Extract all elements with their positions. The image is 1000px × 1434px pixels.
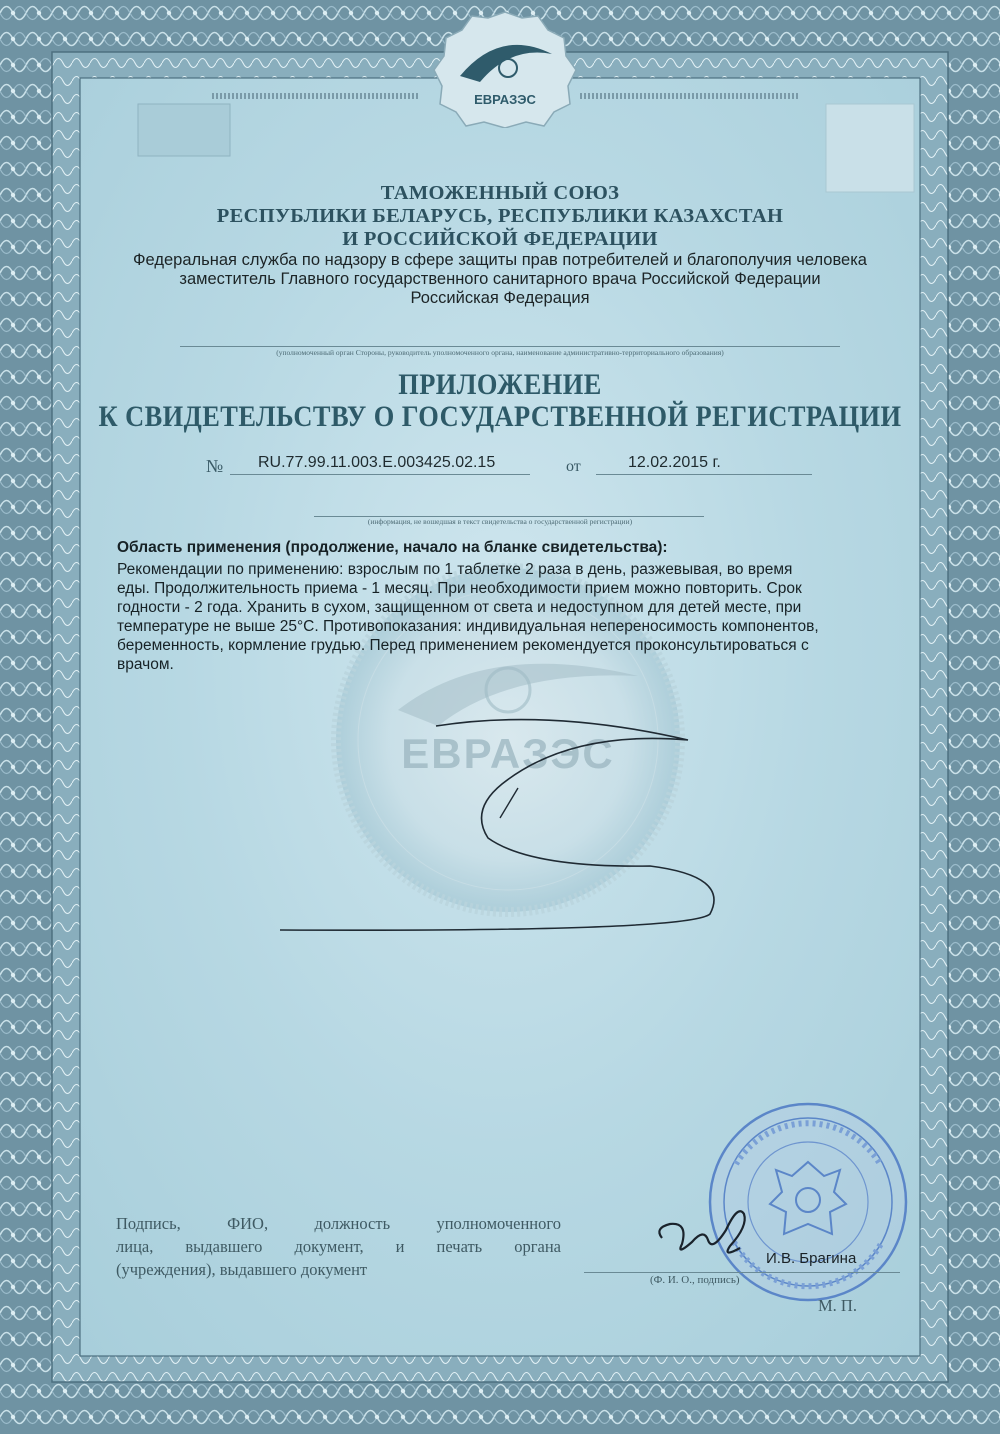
- signer-underline: [584, 1272, 900, 1273]
- date-underline: [596, 474, 812, 475]
- body-line3: годности - 2 года. Хранить в сухом, защищенном от света и недоступном для детей месте, при: [117, 599, 802, 616]
- body-line5: беременность, кормление грудью. Перед применением рекомендуется проконсультироваться с: [117, 637, 809, 654]
- authority-line3: Российская Федерация: [410, 289, 590, 307]
- registration-date: 12.02.2015 г.: [628, 454, 721, 471]
- emblem-text: ЕВРАЗЭС: [474, 92, 536, 107]
- emblem-icon: [430, 8, 580, 128]
- authority-underline: [180, 346, 840, 347]
- appendix-subtitle: К СВИДЕТЕЛЬСТВУ О ГОСУДАРСТВЕННОЙ РЕГИСТРАЦИИ: [98, 400, 902, 433]
- body-line1: Рекомендации по применению: взрослым по 1 таблетке 2 раза в день, разжевывая, во время: [117, 561, 793, 578]
- signer-caption: (Ф. И. О., подпись): [650, 1274, 740, 1286]
- authority-line2: заместитель Главного государственного санитарного врача Российской Федерации: [179, 270, 821, 288]
- date-label: от: [566, 458, 581, 475]
- application-heading: [117, 539, 899, 558]
- authority-line1: Федеральная служба по надзору в сфере защиты прав потребителей и благополучия человека: [133, 251, 867, 269]
- signature-label-line1: Подпись, ФИО, должность уполномоченного: [116, 1214, 561, 1233]
- registration-number: RU.77.99.11.003.E.003425.02.15: [258, 454, 496, 471]
- body-line6: врачом.: [117, 656, 174, 673]
- authority-caption: (уполномоченный орган Стороны, руководитель уполномоченного органа, наименование административно-территориального образования): [276, 348, 724, 357]
- eurasec-emblem: [430, 8, 580, 128]
- body-line4: температуре не выше 25°С. Противопоказания: индивидуальная непереносимость компонентов,: [117, 618, 819, 635]
- signature-label-line3: (учреждения), выдавшего документ: [116, 1260, 368, 1279]
- appendix-title: ПРИЛОЖЕНИЕ: [398, 368, 602, 401]
- union-title-line2: РЕСПУБЛИКИ БЕЛАРУСЬ, РЕСПУБЛИКИ КАЗАХСТАН: [216, 205, 784, 227]
- application-heading-text: Область применения (продолжение, начало на бланке свидетельства):: [117, 539, 668, 556]
- seal-label: М. П.: [818, 1296, 857, 1315]
- watermark-text: ЕВРАЗЭС: [401, 730, 615, 777]
- number-label: №: [206, 456, 224, 476]
- union-title-line3: И РОССИЙСКОЙ ФЕДЕРАЦИИ: [342, 228, 658, 250]
- info-caption: (информация, не вошедшая в текст свидетельства о государственной регистрации): [367, 517, 633, 526]
- signer-name: И.В. Брагина: [766, 1250, 857, 1267]
- number-underline: [230, 474, 530, 475]
- union-title-line1: ТАМОЖЕННЫЙ СОЮЗ: [380, 182, 620, 204]
- handwritten-signature: [652, 1194, 772, 1264]
- signature-label-line2: лица, выдавшего документ, и печать органа: [116, 1237, 561, 1256]
- body-line2: еды. Продолжительность приема - 1 месяц. При необходимости прием можно повторить. Срок: [117, 580, 802, 597]
- cancellation-stroke: [270, 700, 730, 950]
